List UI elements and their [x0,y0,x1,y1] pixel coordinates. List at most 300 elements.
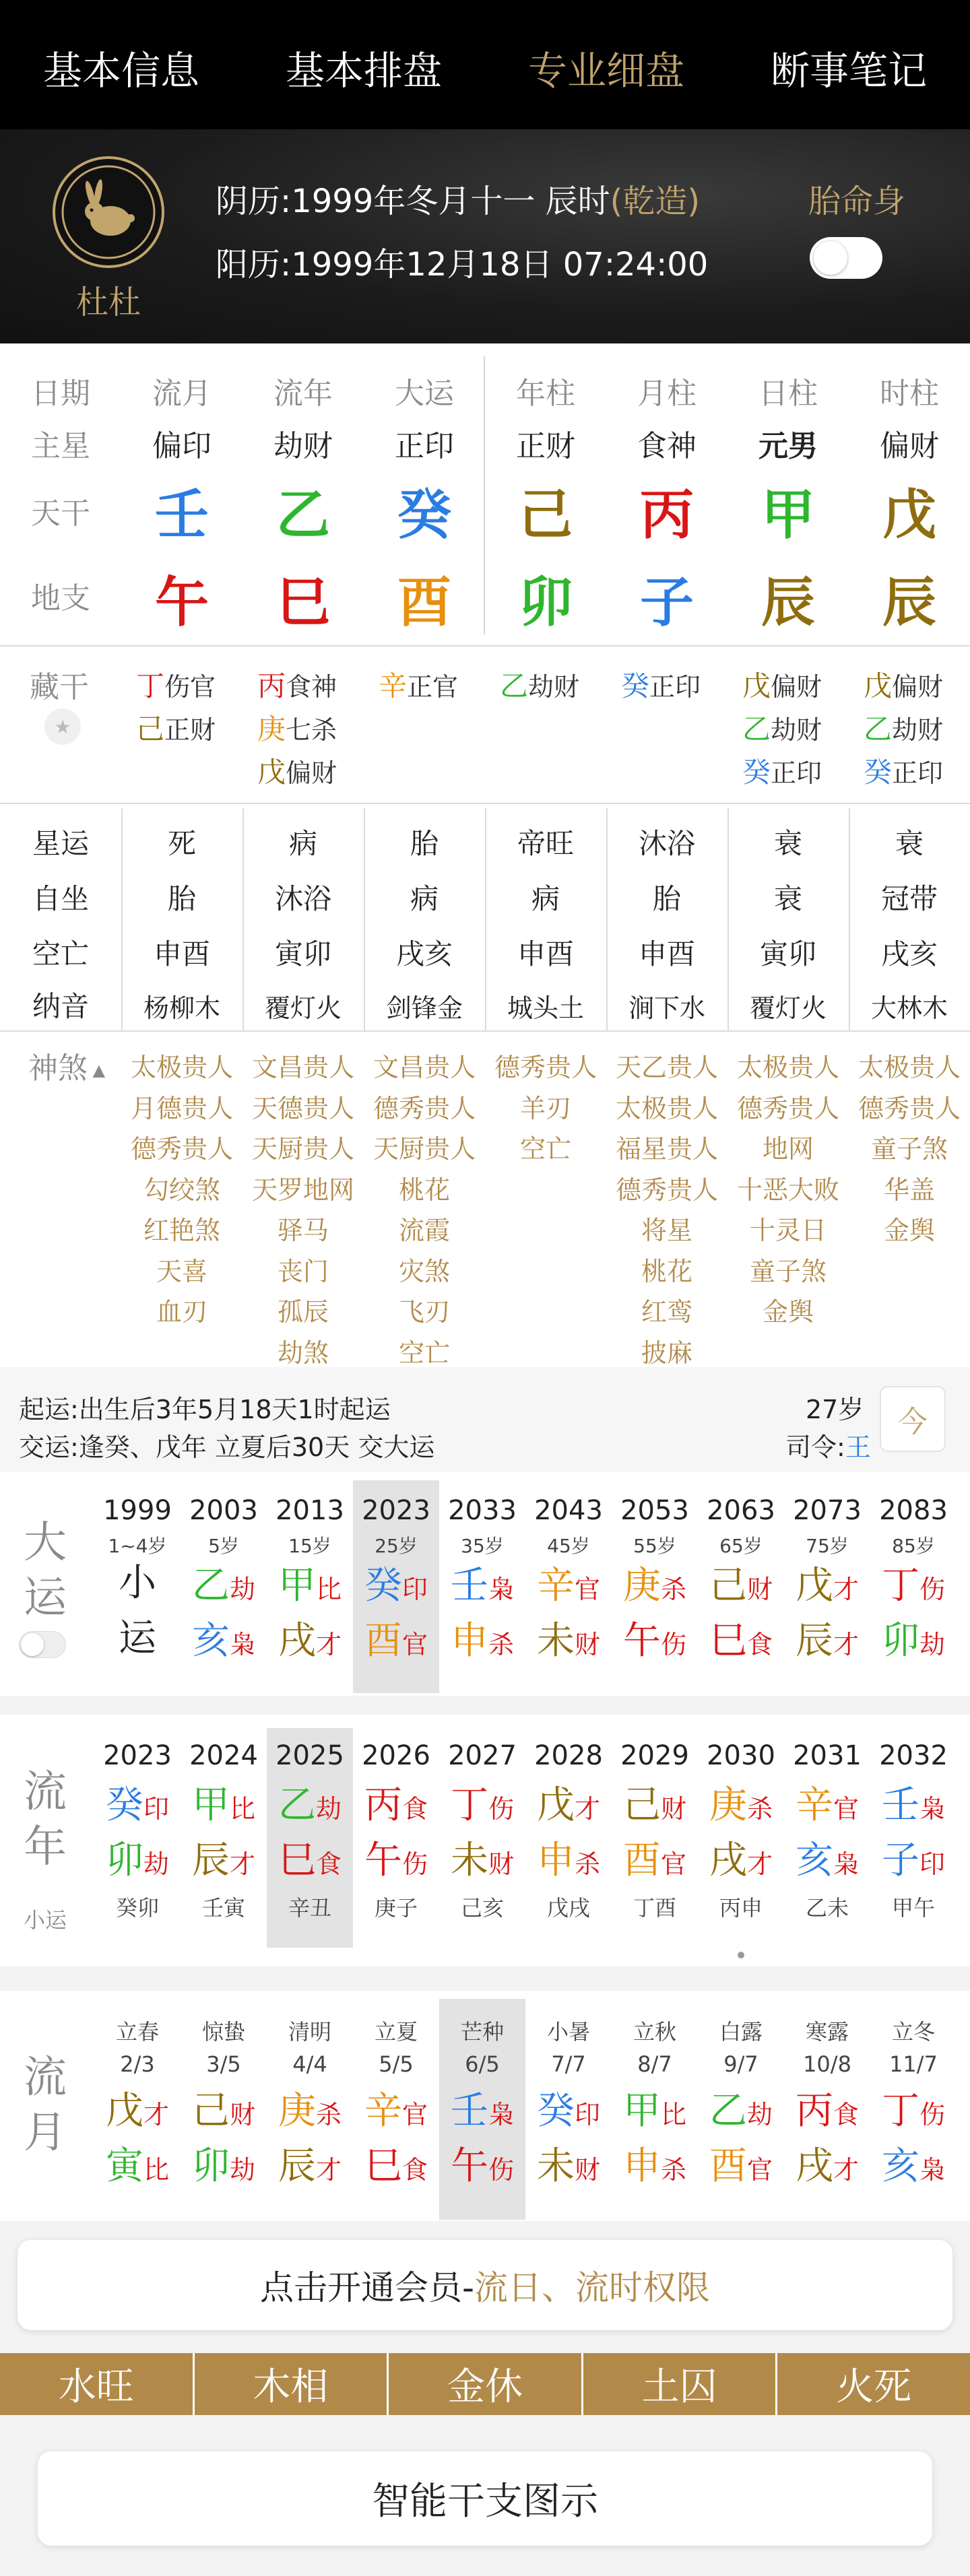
canggan-item [864,707,943,748]
shensha-item[interactable]: 地网 [762,1134,814,1164]
pillar-main-star: 元男 [758,429,818,463]
gan-char: 辛 [364,2089,402,2133]
liuyue-cell[interactable] [612,1999,698,2220]
dayun-year: 2043 [534,1495,603,1526]
dayun-cell[interactable] [612,1480,698,1693]
xiaoyun-ganzhi: 己亥 [460,1895,504,1921]
liunian-cell[interactable] [870,1728,957,1948]
shensha-item[interactable]: 华盖 [883,1175,935,1205]
liuyue-cell[interactable] [870,1999,957,2220]
shensha-item[interactable]: 太极贵人 [130,1053,233,1082]
canggan-gan: 戊 [257,756,286,789]
shensha-item[interactable]: 血刃 [156,1297,207,1327]
canggan-shishen: 偏财 [771,672,822,702]
xingyun-value: 帝旺 [517,827,574,860]
pillar-dizhi[interactable]: 辰 [761,571,815,634]
ganzhi-gan [353,1558,439,1617]
liunian-year: 2027 [448,1740,517,1771]
ganzhi-zhi [784,1833,870,1892]
gan-char: 己 [709,1564,747,1608]
liunian-cell[interactable] [181,1728,267,1948]
shensha-item[interactable]: 天乙贵人 [615,1053,718,1082]
liunian-year: 2031 [793,1740,862,1771]
shishen-abbr: 才 [746,1849,773,1879]
ganzhi-gan [267,1558,353,1617]
shishen-abbr: 劫 [143,1849,169,1879]
ganzhi-zhi [267,2139,353,2198]
shishen-abbr: 杀 [315,2100,342,2129]
shensha-item[interactable]: 天德贵人 [251,1093,354,1123]
xingyun-value: 杨柳木 [143,993,220,1023]
dayun-year: 2003 [189,1495,258,1526]
jieqi-date: 10/8 [803,2051,851,2077]
shensha-label[interactable]: 神煞 ▲ [28,1051,106,1086]
liuyue-cell[interactable] [353,1999,439,2220]
dayun-cell[interactable] [267,1480,353,1693]
canggan-item [864,664,943,704]
dayun-age: 5岁 [208,1535,239,1557]
shensha-item[interactable]: 空亡 [398,1337,450,1368]
lunar-date-line [216,175,700,222]
row-label: 主星 [31,429,90,463]
section-gap [0,1696,970,1715]
avatar[interactable] [53,156,164,268]
ganzhi-diagram-button[interactable]: 智能干支图示 [38,2451,932,2546]
shensha-item[interactable]: 德秀贵人 [130,1134,233,1164]
gan-char: 庚 [622,1564,661,1608]
shensha-item[interactable]: 桃花 [398,1175,450,1205]
canggan-shishen: 食神 [286,672,337,702]
canggan-shishen: 劫财 [892,715,944,745]
zhi-char: 未 [450,1839,488,1882]
xingyun-value: 寅卯 [759,937,816,970]
ganzhi-gan [181,1778,267,1837]
tab-notes[interactable]: 断事笔记 [770,48,927,94]
divider [0,803,970,804]
xingyun-value: 病 [531,882,560,915]
dayun-cell[interactable] [439,1480,525,1693]
ganzhi-gan [612,2084,698,2142]
shensha-item[interactable]: 红鸾 [641,1297,692,1327]
canggan-shishen: 七杀 [286,715,337,745]
shishen-abbr: 伤 [660,1630,686,1659]
shishen-abbr: 杀 [660,2155,686,2185]
pillar-tiangan[interactable]: 丙 [640,484,694,546]
dayun-age: 25岁 [375,1535,418,1557]
xingyun-value: 病 [410,882,439,915]
xingyun-value: 胎 [652,882,681,915]
pillar-dizhi[interactable]: 卯 [519,571,573,634]
zhi-char: 戌 [709,1839,747,1882]
jieqi-name: 立夏 [374,2019,418,2045]
solar-date: 1999年12月18日 07:24:00 [291,246,709,284]
xingyun-value: 戌亥 [880,937,938,970]
jieqi-name: 立春 [115,2019,159,2045]
liunian-year: 2025 [276,1740,344,1771]
shensha-item[interactable]: 灾煞 [398,1256,450,1286]
shensha-item[interactable]: 将星 [641,1216,692,1245]
xingyun-row-label: 纳音 [32,990,89,1023]
ganzhi-zhi [439,1614,525,1672]
ganzhi-zhi [181,1614,267,1672]
ganzhi-gan [439,1558,525,1617]
shensha-item[interactable]: 飞刃 [398,1297,450,1327]
xiaoyun-ganzhi: 癸卯 [115,1895,159,1921]
ganzhi-zhi [870,1614,957,1672]
pillar-date-label: 时柱 [880,376,939,411]
zhi-char: 戌 [795,2144,833,2188]
dayun-cell[interactable] [94,1480,181,1693]
shensha-item[interactable]: 披麻 [641,1337,692,1368]
ganzhi-gan [870,2084,957,2142]
expand-icon[interactable]: ★ [44,708,81,745]
pillar-dizhi[interactable]: 午 [155,571,209,634]
vip-upgrade-button[interactable]: 点击开通会员- 流日、流时权限 [18,2240,952,2330]
gan-char: 壬 [450,1564,488,1608]
ganzhi-gan [784,2084,870,2142]
liunian-cell[interactable] [267,1728,353,1948]
shensha-item[interactable]: 德秀贵人 [736,1093,839,1123]
shishen-abbr: 官 [660,1849,686,1879]
jieqi-date: 7/7 [551,2051,586,2077]
dayun-cell[interactable] [870,1480,957,1693]
pillar-date-label: 流年 [273,376,333,411]
dayun-age: 75岁 [806,1535,849,1557]
ganzhi-zhi [181,2139,267,2198]
shensha-item[interactable]: 德秀贵人 [494,1053,597,1082]
shensha-item[interactable]: 桃花 [641,1256,692,1286]
xingyun-value: 城头土 [507,993,584,1023]
taiming-label: 胎命身 [808,183,906,220]
pillar-main-star: 偏印 [152,429,212,463]
dayun-age: 65岁 [719,1535,763,1557]
jieqi-name: 白露 [719,2019,763,2045]
jieqi-date: 6/5 [465,2051,500,2077]
canggan-item [257,664,337,704]
shishen-abbr: 劫 [229,1575,255,1604]
tab-pro-detail[interactable]: 专业细盘 [527,48,684,94]
shensha-item[interactable]: 德秀贵人 [858,1093,961,1123]
gan-char: 壬 [450,2089,488,2133]
toggle-knob [21,1633,44,1656]
pillar-tiangan[interactable]: 壬 [155,484,209,546]
canggan-gan: 庚 [257,713,286,746]
xiaoyun-label[interactable]: 小运 [23,1907,67,1933]
ganzhi-gan [870,1778,957,1837]
ganzhi-gan [698,2084,784,2142]
dayun-cell[interactable] [353,1480,439,1693]
pillar-tiangan[interactable]: 甲 [761,484,815,546]
pillar-tiangan[interactable]: 戊 [882,484,936,546]
pillar-main-star: 劫财 [273,429,333,463]
gan-char: 壬 [881,1783,919,1827]
canggan-gan: 癸 [864,756,893,789]
jieqi-date: 3/5 [206,2051,241,2077]
shensha-item[interactable]: 天喜 [156,1256,207,1286]
jieqi-date: 11/7 [889,2051,938,2077]
shensha-item[interactable]: 天罗地网 [251,1175,354,1205]
canggan-gan: 辛 [379,669,408,702]
xingyun-value: 申酉 [153,937,210,970]
shishen-abbr: 杀 [574,1849,600,1879]
shensha-item[interactable]: 勾绞煞 [143,1175,220,1205]
jieqi-date: 9/7 [723,2051,758,2077]
canggan-item [257,707,337,748]
shensha-item[interactable]: 孤辰 [277,1297,329,1327]
zhi-char: 未 [536,1619,575,1663]
gan-char: 庚 [709,1783,747,1827]
ganzhi-zhi [525,2139,612,2198]
pillar-tiangan[interactable]: 己 [519,484,573,546]
dayun-year: 1999 [103,1495,172,1526]
liunian-year: 2029 [620,1740,689,1771]
liunian-cell[interactable] [353,1728,439,1948]
shishen-abbr: 枭 [833,1849,859,1879]
taiming-toggle[interactable] [810,237,882,279]
jieqi-name: 芒种 [460,2019,504,2045]
liunian-year: 2032 [879,1740,948,1771]
liunian-cell[interactable] [612,1728,698,1948]
liunian-cell[interactable] [439,1728,525,1948]
dayun-year: 2023 [362,1495,430,1526]
shishen-abbr: 杀 [488,1630,514,1659]
ganzhi-zhi [784,1614,870,1672]
shensha-item[interactable]: 太极贵人 [615,1093,718,1123]
liunian-cell[interactable] [784,1728,870,1948]
canggan-item [742,707,822,748]
shensha-item[interactable]: 天厨贵人 [251,1134,354,1164]
liuyue-cell[interactable] [784,1999,870,2220]
shishen-abbr: 印 [574,2100,600,2129]
canggan-shishen: 偏财 [286,758,337,788]
pillar-tiangan[interactable]: 癸 [397,484,451,546]
shensha-item[interactable]: 丧门 [277,1256,329,1286]
canggan-item [621,664,701,704]
calendar-today-icon[interactable]: 今 [880,1386,946,1452]
shensha-item[interactable]: 羊刃 [519,1093,571,1123]
xiaoyun-ganzhi: 辛丑 [288,1895,331,1921]
zhi-char: 寅 [105,2144,143,2188]
shensha-item[interactable]: 文昌贵人 [251,1053,354,1082]
dayun-age: 1~4岁 [108,1535,167,1557]
canggan-gan: 癸 [742,756,771,789]
xiaoyun-ganzhi: 丁酉 [633,1895,676,1921]
rabbit-zodiac-icon [55,159,162,265]
ganzhi-gan [94,1778,181,1837]
ganzhi-zhi [698,1833,784,1892]
ganzhi-zhi [698,2139,784,2198]
liuyue-cell[interactable] [439,1999,525,2220]
shensha-item[interactable]: 驿马 [277,1216,329,1245]
canggan-shishen: 正财 [164,715,216,745]
shensha-item[interactable]: 太极贵人 [736,1053,839,1082]
xingyun-row-label: 空亡 [32,937,89,970]
canggan-gan: 乙 [500,669,529,702]
dayun-toggle[interactable] [19,1631,66,1658]
ganzhi-gan [525,1558,612,1617]
gan-char: 乙 [278,1783,316,1827]
pillar-dizhi[interactable]: 辰 [882,571,936,634]
ganzhi-zhi [698,1614,784,1672]
shishen-abbr: 财 [574,2155,600,2185]
shensha-item[interactable]: 红艳煞 [143,1216,220,1245]
canggan-gan: 己 [136,713,165,746]
shishen-abbr: 官 [401,2100,428,2129]
divider [0,645,970,647]
shishen-abbr: 印 [919,1849,945,1879]
shensha-item[interactable]: 文昌贵人 [373,1053,476,1082]
liunian-cell[interactable] [94,1728,181,1948]
tab-basic-info[interactable]: 基本信息 [42,48,199,94]
canggan-gan: 丙 [257,669,286,702]
pillar-date-label: 日柱 [758,376,818,411]
shishen-abbr: 财 [229,2100,255,2129]
gan-char: 丙 [795,2089,833,2133]
pillar-dizhi[interactable]: 子 [640,571,694,634]
shensha-item[interactable]: 德秀贵人 [373,1093,476,1123]
wangxiang-item: 水旺 [58,2365,134,2409]
dayun-age: 85岁 [892,1535,935,1557]
gan-char: 乙 [709,2089,747,2133]
gan-char: 丁 [881,1564,919,1608]
gan-char: 癸 [536,2089,575,2133]
canggan-label: 藏干 [30,670,89,704]
ganzhi-gan [784,1558,870,1617]
ganzhi-gan [439,1778,525,1837]
xingyun-value: 衰 [773,882,802,915]
shensha-item[interactable]: 德秀贵人 [615,1175,718,1205]
pillar-date-label: 流月 [152,376,212,411]
shensha-item[interactable]: 童子煞 [870,1134,948,1164]
ganzhi-gan [698,1778,784,1837]
ganzhi-gan [267,2084,353,2142]
canggan-item [136,664,216,704]
canggan-shishen: 劫财 [528,672,580,702]
zhi-char: 巳 [278,1839,316,1882]
zhi-char: 酉 [622,1839,661,1882]
liuyue-cell[interactable] [698,1999,784,2220]
shishen-abbr: 食 [315,1849,342,1879]
pillar-tiangan[interactable]: 乙 [276,484,330,546]
xingyun-value: 涧下水 [628,993,705,1023]
dayun-year: 2013 [276,1495,344,1526]
gan-char: 己 [622,1783,661,1827]
liunian-cell[interactable] [525,1728,612,1948]
gan-char: 辛 [795,1783,833,1827]
gan-char: 甲 [278,1564,316,1608]
canggan-gan: 乙 [742,713,771,746]
toggle-knob [814,241,847,275]
page-indicator-dot [738,1952,744,1958]
pillar-dizhi[interactable]: 巳 [276,571,330,634]
shishen-abbr: 伤 [919,2100,945,2129]
shensha-item[interactable]: 金舆 [762,1297,814,1327]
gan-char: 丙 [364,1783,402,1827]
canggan-item [742,750,822,791]
shensha-item[interactable]: 天厨贵人 [373,1134,476,1164]
ganzhi-zhi [353,2139,439,2198]
shensha-item[interactable]: 金舆 [883,1216,935,1245]
canggan-shishen: 正官 [407,672,459,702]
lunar-label: 阴历: [216,183,292,220]
ganzhi-zhi [267,1614,353,1672]
shensha-item[interactable]: 太极贵人 [858,1053,961,1082]
wangxiang-item: 火死 [775,2353,970,2415]
jieqi-name: 立冬 [891,2019,935,2045]
solar-label: 阳历: [216,246,292,284]
canggan-gan: 戊 [864,669,893,702]
canggan-shishen: 正印 [649,672,701,702]
gan-char: 乙 [191,1564,230,1608]
shishen-abbr: 枭 [919,1794,945,1824]
dayun-cell[interactable] [181,1480,267,1693]
shensha-item[interactable]: 空亡 [519,1134,571,1164]
shensha-item[interactable]: 福星贵人 [615,1134,718,1164]
shishen-abbr: 食 [401,2155,428,2185]
dayun-label: 大 运 [24,1518,67,1623]
dayun-cell[interactable] [698,1480,784,1693]
shishen-abbr: 劫 [229,2155,255,2185]
shishen-abbr: 食 [833,2100,859,2129]
jieqi-date: 8/7 [637,2051,672,2077]
shishen-abbr: 劫 [746,2100,773,2129]
dayun-age: 15岁 [288,1535,331,1557]
row-label: 天干 [31,496,90,531]
liunian-cell[interactable] [698,1728,784,1948]
canggan-item [257,750,337,791]
ganzhi-zhi [612,1614,698,1672]
zhi-char: 亥 [795,1839,833,1882]
ganzhi-zhi [784,2139,870,2198]
shensha-item[interactable]: 十灵日 [749,1216,827,1245]
liuyue-cell[interactable] [181,1999,267,2220]
jieqi-name: 清明 [288,2019,331,2045]
xiaoyun-ganzhi: 壬寅 [201,1895,245,1921]
shishen-abbr: 才 [315,2155,342,2185]
dayun-cell[interactable] [784,1480,870,1693]
gan-char: 甲 [622,2089,661,2133]
zhi-char: 申 [622,2144,661,2188]
shensha-item[interactable]: 十恶大败 [736,1175,839,1205]
liuyue-cell[interactable] [94,1999,181,2220]
shishen-abbr: 才 [574,1794,600,1824]
shishen-abbr: 杀 [746,1794,773,1824]
shishen-abbr: 官 [401,1630,428,1659]
shensha-item[interactable]: 劫煞 [277,1337,329,1368]
pillar-dizhi[interactable]: 酉 [397,571,451,634]
shishen-abbr: 伤 [488,2155,514,2185]
shishen-abbr: 印 [143,1794,169,1824]
pillar-main-star: 正财 [516,429,575,463]
lunar-date: 1999年冬月十一 辰时 [291,183,610,220]
shensha-item[interactable]: 童子煞 [749,1256,827,1286]
liuyue-cell[interactable] [525,1999,612,2220]
shensha-item[interactable]: 流霞 [398,1216,450,1245]
zhi-char: 申 [450,1619,488,1663]
tab-basic-chart[interactable]: 基本排盘 [285,48,442,94]
dayun-cell[interactable] [525,1480,612,1693]
shishen-abbr: 比 [315,1575,342,1604]
canggan-gan: 乙 [864,713,893,746]
liuyue-cell[interactable] [267,1999,353,2220]
shensha-item[interactable]: 月德贵人 [130,1093,233,1123]
liunian-label: 流 年 [24,1767,67,1872]
liunian-year: 2024 [189,1740,258,1771]
ganzhi-zhi [612,2139,698,2198]
gan-char: 戊 [795,1564,833,1608]
xingyun-value: 戌亥 [395,937,453,970]
ganzhi-gan [525,1778,612,1837]
